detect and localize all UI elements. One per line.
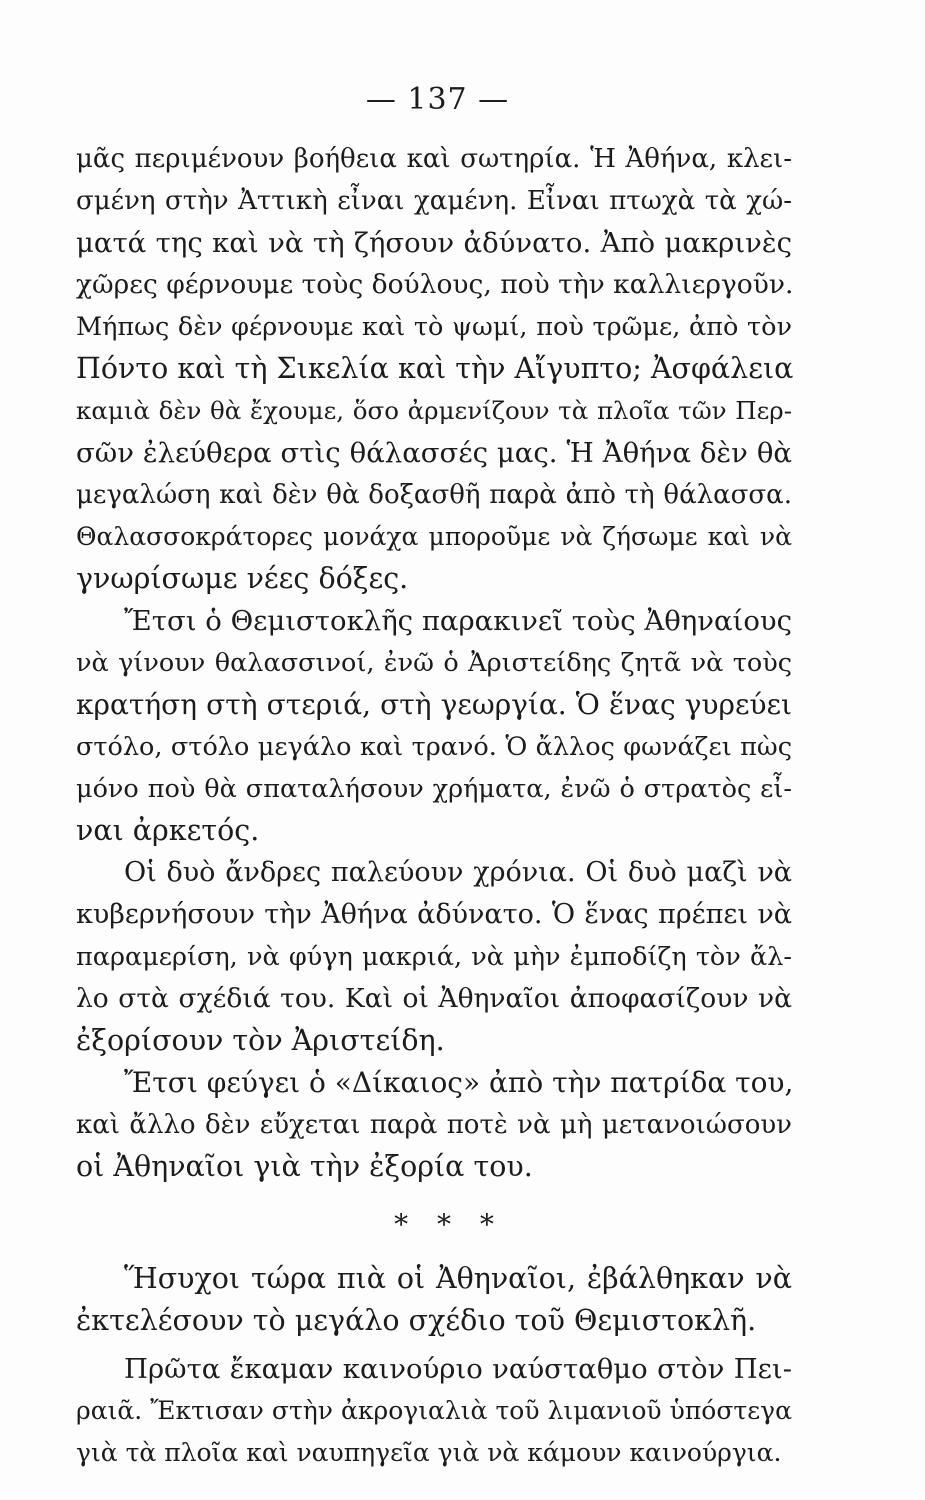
text-line: μεγαλώση καὶ δὲν θὰ δοξασθῆ παρὰ ἀπὸ τὴ θάλασσα. bbox=[76, 480, 792, 510]
text-line: Ἔτσι ὁ Θεμιστοκλῆς παρακινεῖ τοὺς Ἀθηναίους bbox=[124, 605, 792, 637]
text-line: χῶρες φέρνουμε τοὺς δούλους, ποὺ τὴν καλλιεργοῦν. bbox=[76, 269, 794, 300]
text-line: ναι ἀρκετός. bbox=[76, 814, 260, 847]
text-line: Ἥσυχοι τώρα πιὰ οἱ Ἀθηναῖοι, ἐβάλθηκαν νὰ bbox=[124, 1262, 792, 1295]
text-line: καμιὰ δὲν θὰ ἔχουμε, ὅσο ἀρμενίζουν τὰ πλοῖα τῶν Περ- bbox=[76, 396, 792, 425]
text-line: μόνο ποὺ θὰ σπαταλήσουν χρήματα, ἐνῶ ὁ στρατὸς εἶ- bbox=[76, 774, 792, 804]
text-line: στόλο, στόλο μεγάλο καὶ τρανό. Ὁ ἄλλος φωνάζει πὼς bbox=[76, 732, 792, 762]
text-line: λο στὰ σχέδιά του. Καὶ οἱ Ἀθηναῖοι ἀποφασίζουν νὰ bbox=[76, 983, 792, 1014]
text-line: κυβερνήσουν τὴν Ἀθήνα ἀδύνατο. Ὁ ἕνας πρέπει νὰ bbox=[76, 899, 792, 930]
text-line: οἱ Ἀθηναῖοι γιὰ τὴν ἐξορία του. bbox=[76, 1150, 533, 1183]
text-line: γνωρίσωμε νέες δόξες. bbox=[76, 562, 409, 595]
text-line: Θαλασσοκράτορες μονάχα μποροῦμε νὰ ζήσωμε καὶ νὰ bbox=[76, 522, 792, 551]
text-line: Μήπως δὲν φέρνουμε καὶ τὸ ψωμί, ποὺ τρῶμε, ἀπὸ τὸν bbox=[76, 312, 792, 342]
text-line: μᾶς περιμένουν βοήθεια καὶ σωτηρία. Ἡ Ἀθήνα, κλει- bbox=[76, 144, 792, 174]
text-line: Ἔτσι φεύγει ὁ «Δίκαιος» ἀπὸ τὴν πατρίδα του, bbox=[124, 1066, 794, 1099]
text-line: σμένη στὴν Ἀττικὴ εἶναι χαμένη. Εἶναι πτωχὰ τὰ χώ- bbox=[76, 186, 792, 216]
text-line: καὶ ἄλλο δὲν εὔχεται παρὰ ποτὲ νὰ μὴ μετανοιώσουν bbox=[76, 1110, 792, 1140]
text-line: ραιᾶ. Ἔκτισαν στὴν ἀκρογιαλιὰ τοῦ λιμανιοῦ ὑπόστεγα bbox=[76, 1396, 792, 1425]
section-break: * * * bbox=[394, 1208, 504, 1241]
text-line: Πρῶτα ἔκαμαν καινούριο ναύσταθμο στὸν Πει- bbox=[124, 1353, 792, 1385]
text-line: παραμερίση, νὰ φύγη μακριά, νὰ μὴν ἐμποδίζη τὸν ἄλ- bbox=[76, 942, 792, 972]
text-line: Οἱ δυὸ ἄνδρες παλεύουν χρόνια. Οἱ δυὸ μαζὶ νὰ bbox=[124, 857, 792, 888]
text-line: ἐξορίσουν τὸν Ἀριστείδη. bbox=[76, 1024, 445, 1057]
text-line: κρατήση στὴ στεριά, στὴ γεωργία. Ὁ ἕνας γυρεύει bbox=[76, 688, 792, 721]
text-line: ἐκτελέσουν τὸ μεγάλο σχέδιο τοῦ Θεμιστοκλῆ. bbox=[76, 1304, 757, 1337]
text-line: Πόντο καὶ τὴ Σικελία καὶ τὴν Αἴγυπτο; Ἀσφάλεια bbox=[76, 352, 794, 385]
text-line: γιὰ τὰ πλοῖα καὶ ναυπηγεῖα γιὰ νὰ κάμουν καινούργια. bbox=[76, 1438, 782, 1467]
page-number: — 137 — bbox=[365, 82, 510, 117]
body-text bbox=[76, 138, 792, 1474]
text-line: σῶν ἐλεύθερα στὶς θάλασσές μας. Ἡ Ἀθήνα δὲν θὰ bbox=[76, 437, 792, 469]
text-line: ματά της καὶ νὰ τὴ ζήσουν ἀδύνατο. Ἀπὸ μακρινὲς bbox=[76, 227, 792, 259]
text-line: νὰ γίνουν θαλασσινοί, ἐνῶ ὁ Ἀριστείδης ζητᾶ νὰ τοὺς bbox=[76, 648, 792, 678]
